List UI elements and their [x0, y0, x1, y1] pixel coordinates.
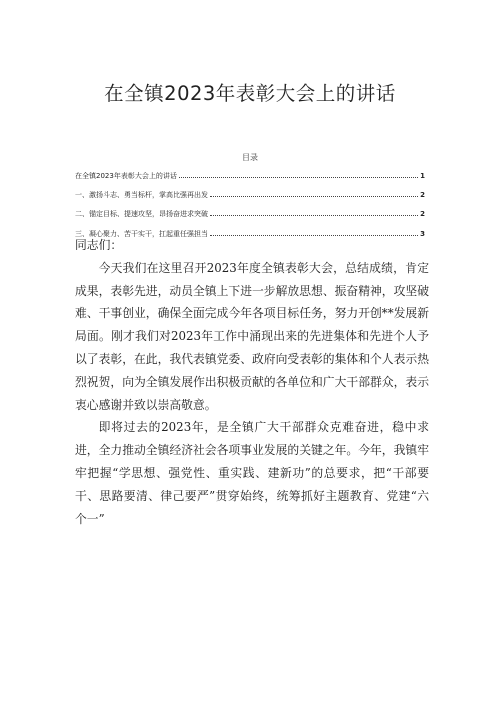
toc-entry-page: 2 — [420, 210, 425, 219]
toc-leader-dots — [210, 209, 418, 216]
toc-entry-page: 3 — [420, 229, 425, 238]
toc-leader-dots — [179, 171, 418, 178]
toc-entry-text: 一、激扬斗志、勇当标杆，掌高比强再出发 — [75, 191, 208, 200]
toc-entry[interactable] — [75, 171, 425, 179]
document-title: 在全镇2023年表彰大会上的讲话 — [104, 82, 396, 105]
toc-entry-text: 二、锚定目标、提速攻坚，昂扬奋进求突破 — [75, 210, 208, 219]
toc-entry[interactable] — [75, 190, 425, 198]
speech-body — [75, 234, 429, 530]
toc-leader-dots — [210, 190, 418, 197]
toc-heading: 目录 — [242, 153, 258, 162]
toc-entry-text: 三、凝心聚力、苦干实干，扛起重任强担当 — [75, 229, 208, 238]
toc-entry-page: 1 — [420, 172, 425, 180]
paragraph: 今天我们在这里召开2023年度全镇表彰大会，总结成绩，肯定成果，表彰先进，动员全镇上下进一步解放思想、振奋精神，攻坚破难、干事创业，确保全面完成今年各项目标任务，努力开创**发展新局面。刚才我们对2023年工作中涌现出来的先进集体和先进个人予以了表彰，在此，我代表镇党委、政府向受表彰的集体和个人表示热烈祝贺，向为全镇发展作出积极贡献的各单位和广大干部群众，表示衷心感谢并致以崇高敬意。 — [75, 260, 429, 412]
toc-entry-page: 2 — [420, 191, 425, 200]
toc-entry-text: 在全镇2023年表彰大会上的讲话 — [75, 172, 177, 180]
paragraph: 即将过去的2023年，是全镇广大干部群众克难奋进，稳中求进，全力推动全镇经济社会各项事业发展的关键之年。今年，我镇牢牢把握“学思想、强党性、重实践、建新功”的总要求，把“干部要干、思路要清、律己要严”贯穿始终，统筹抓好主题教育、党建“六个一” — [75, 420, 429, 526]
toc-entry[interactable] — [75, 209, 425, 217]
salutation: 同志们： — [75, 238, 123, 252]
